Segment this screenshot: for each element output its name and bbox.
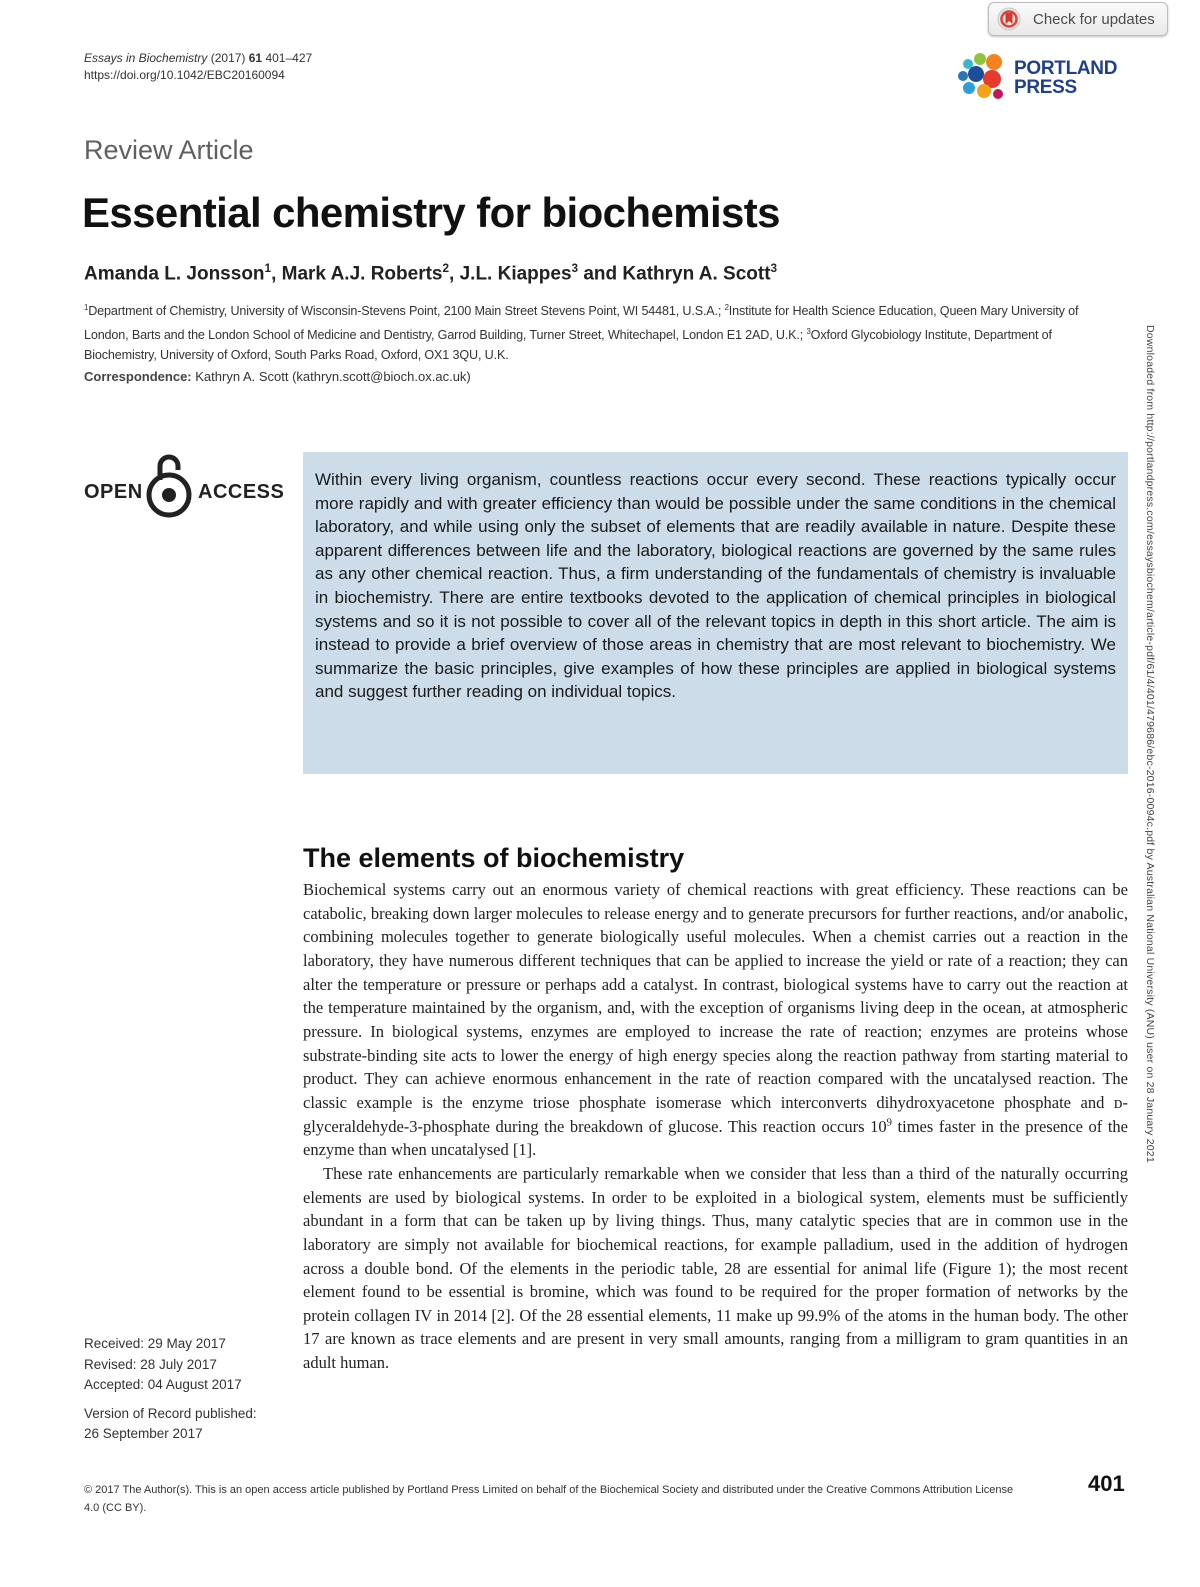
author-separator: and bbox=[578, 263, 623, 285]
open-access-left: OPEN bbox=[84, 481, 143, 503]
check-for-updates-button[interactable] bbox=[988, 2, 1168, 36]
body-paragraph-1 bbox=[303, 878, 1128, 1162]
author-affiliation-marker: 3 bbox=[770, 262, 778, 275]
correspondence-label: Correspondence: bbox=[84, 369, 192, 384]
affiliation-marker: 1 bbox=[84, 303, 89, 312]
article-type: Review Article bbox=[84, 135, 254, 165]
author-affiliation-marker: 3 bbox=[571, 262, 579, 275]
journal-pages: 401–427 bbox=[265, 51, 313, 65]
portland-press-logo bbox=[954, 50, 1134, 106]
bookmark-refresh-icon bbox=[997, 7, 1021, 31]
abstract-box bbox=[303, 452, 1128, 774]
date-received: Received: 29 May 2017 bbox=[84, 1336, 226, 1351]
section-heading: The elements of biochemistry bbox=[303, 843, 685, 873]
paragraph-1-part-a: Biochemical systems carry out an enormous variety of chemical reactions with great efficiency. These reactions can be catabolic, breaking down larger molecules to release energy and to generate precursors for further reactions, and/or anabolic, combining molecules together to generate biologically useful molecules. When a chemist carries out a reaction in the laboratory, they have numerous different techniques that can be applied to increase the yield or rate of a reaction; they can alter the temperature or pressure or perhaps add a catalyst. In contrast, biological systems have to carry out the reaction at the temperature maintained by the organism, and, with the exception of organisms living deep in the ocean, at atmospheric pressure. In biological systems, enzymes are employed to increase the rate of reaction; enzymes are proteins whose substrate-binding site acts to lower the energy of high energy species along the reaction pathway from starting material to product. They can achieve enormous enhancement in the rate of reaction compared with the uncatalysed reaction. The classic example is the enzyme triose phosphate isomerase which interconverts dihydroxyacetone phosphate and ᴅ-glyceraldehyde-3-phosphate during the breakdown of glucose. This reaction occurs 10 bbox=[303, 880, 1128, 1136]
author-name: Mark A.J. Roberts bbox=[281, 263, 443, 285]
correspondence bbox=[84, 369, 471, 384]
correspondence-text[interactable]: Kathryn A. Scott (kathryn.scott@bioch.ox.ac.uk) bbox=[195, 369, 471, 384]
open-access-right: ACCESS bbox=[198, 481, 285, 503]
journal-name: Essays in Biochemistry bbox=[84, 51, 208, 65]
author-list bbox=[84, 262, 777, 285]
affiliation-marker: 2 bbox=[724, 303, 729, 312]
exponent: 9 bbox=[886, 1116, 892, 1129]
author-affiliation-marker: 2 bbox=[442, 262, 450, 275]
article-dates bbox=[84, 1334, 257, 1445]
date-accepted: Accepted: 04 August 2017 bbox=[84, 1377, 242, 1392]
author-separator: , bbox=[271, 263, 282, 285]
affiliation-marker: 3 bbox=[806, 326, 811, 336]
logo-dots-icon bbox=[954, 50, 1016, 106]
journal-volume: 61 bbox=[248, 51, 263, 65]
download-watermark: Downloaded from http://portlandpress.com/essaysbiochem/article-pdf/61/4/401/479686/ebc-2016-0094c.pdf by Australian National University (ANU) user on 28 January 2021 bbox=[1144, 325, 1156, 1163]
author-name: J.L. Kiappes bbox=[459, 263, 572, 285]
author-name: Kathryn A. Scott bbox=[622, 263, 771, 285]
license-footer: © 2017 The Author(s). This is an open access article published by Portland Press Limited on behalf of the Biochemical Society and distributed under the Creative Commons Attribution License 4.0 (CC BY). bbox=[84, 1484, 1014, 1514]
author-affiliation-marker: 1 bbox=[264, 262, 272, 275]
logo-line-1: PORTLAND bbox=[1014, 58, 1118, 79]
abstract-text: Within every living organism, countless reactions occur every second. These reactions typically occur more rapidly and with greater efficiency than would be possible under the same conditions in the chemical laboratory, and while using only the subset of elements that are readily available in nature. Despite these apparent differences between life and the laboratory, biological reactions are governed by the same rules as any other chemical reaction. Thus, a firm understanding of the fundamentals of chemistry is invaluable in biochemistry. There are entire textbooks devoted to the application of chemical principles in biological systems and so it is not possible to cover all of the relevant topics in depth in this short article. The aim is instead to provide a brief overview of those areas in chemistry that are most relevant to biochemistry. We summarize the basic principles, give examples of how these principles are applied in biological systems and suggest further reading on individual topics. bbox=[315, 470, 1116, 702]
article-title: Essential chemistry for biochemists bbox=[82, 189, 780, 236]
page-number: 401 bbox=[1088, 1471, 1125, 1496]
paragraph-1-part-b: times faster in the presence of the enzyme than when uncatalysed [1]. bbox=[303, 1116, 1128, 1160]
author-name: Amanda L. Jonsson bbox=[84, 263, 265, 285]
version-of-record-date: 26 September 2017 bbox=[84, 1426, 203, 1441]
date-revised: Revised: 28 July 2017 bbox=[84, 1356, 217, 1372]
body-paragraph-2: These rate enhancements are particularly remarkable when we consider that less than a third of the naturally occurring elements are used by biological systems. In order to be exploited in a biological system, elements must be sufficiently abundant in a form that can be taken up by living things. Thus, many catalytic species that are in common use in the laboratory are simply not available for biochemical reactions, for example palladium, used in the addition of hydrogen across a double bond. Of the elements in the periodic table, 28 are essential for animal life (Figure 1); the most recent element found to be essential is bromine, which was found to be required for the proper formation of networks by the protein collagen IV in 2014 [2]. Of the 28 essential elements, 11 make up 99.9% of the atoms in the human body. The other 17 are known as trace elements and are present in very small amounts, ranging from a milligram to gram quantities in an adult human. bbox=[303, 1163, 1128, 1373]
body-text bbox=[303, 878, 1128, 1375]
version-of-record-label: Version of Record published: bbox=[84, 1405, 257, 1421]
journal-year: (2017) bbox=[210, 51, 246, 65]
check-for-updates-label: Check for updates bbox=[1033, 10, 1155, 28]
doi-link[interactable]: https://doi.org/10.1042/EBC20160094 bbox=[84, 68, 285, 82]
affiliation-text: Oxford Glycobiology Institute, Department of Biochemistry, University of Oxford, South Parks Road, Oxford, OX1 3QU, U.K. bbox=[84, 327, 1052, 363]
journal-citation bbox=[84, 51, 312, 65]
affiliation-text: Department of Chemistry, University of Wisconsin-Stevens Point, 2100 Main Street Stevens Point, WI 54481, U.S.A.; bbox=[88, 304, 725, 319]
author-separator: , bbox=[449, 263, 460, 285]
open-access-lock-icon bbox=[146, 448, 192, 522]
logo-line-2: PRESS bbox=[1014, 77, 1077, 98]
affiliations bbox=[84, 298, 1124, 366]
affiliation-text: Institute for Health Science Education, Queen Mary University of London, Barts and the London School of Medicine and Dentistry, Garrod Building, Turner Street, Whitechapel, London E1 2AD, U.K.; bbox=[84, 304, 1079, 342]
open-access-badge bbox=[84, 448, 284, 522]
